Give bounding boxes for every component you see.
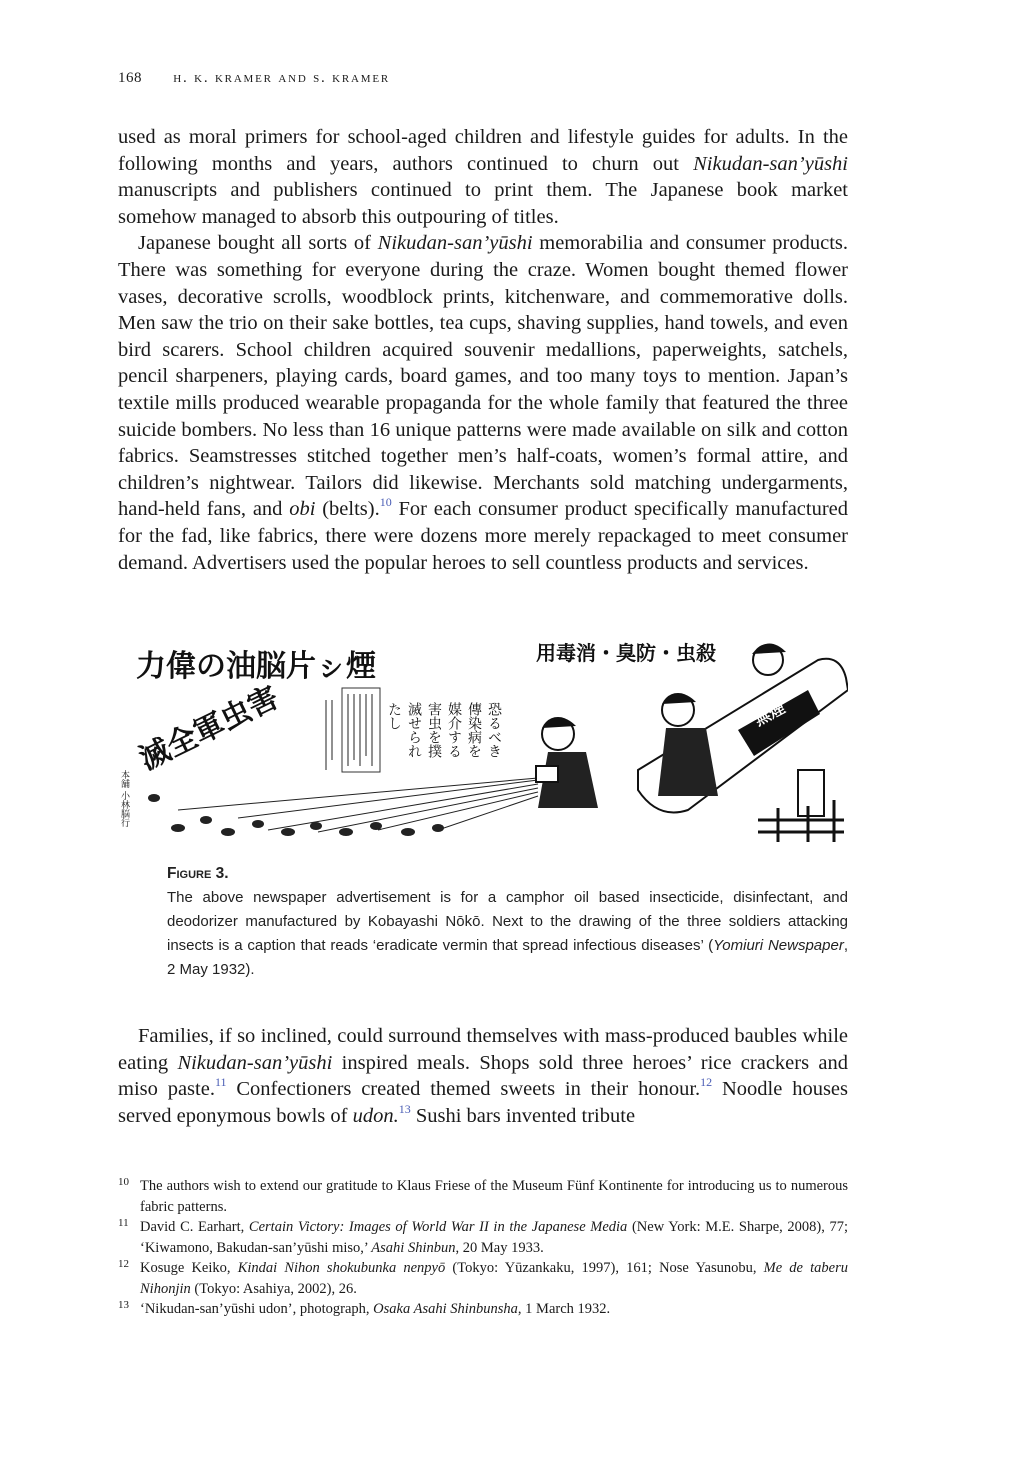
footnote-ref[interactable]: 12	[700, 1075, 713, 1090]
footnote-number: 11	[118, 1217, 129, 1229]
ad-fine-print	[326, 688, 380, 772]
ad-vertical-caption	[386, 701, 502, 758]
caption-text: The above newspaper advertisement is for a camphor oil based insecticide, disinfectant, and deodorizer manufactured by Kobayashi Nōkō. Next to the drawing of the three soldiers attacking insects is a caption that reads ‘eradicate vermin that spread infectious diseases’ (Yomiuri Newspaper, 2 May 1932).	[167, 889, 848, 978]
footnote-number: 12	[118, 1258, 129, 1270]
figure-label: Figure 3.	[167, 865, 229, 882]
ad-vertical-line: 恐るべき	[486, 702, 502, 758]
body-text-bottom	[118, 1023, 848, 1129]
footnote-ref[interactable]: 11	[214, 1075, 227, 1090]
advertisement-illustration	[118, 620, 848, 846]
figure-advertisement	[118, 620, 848, 846]
running-head	[118, 70, 390, 87]
footnote: 12 Kosuge Keiko, Kindai Nihon shokubunka nenpyō (Tokyo: Yūzankaku, 1997), 161; Nose Yasunobu, Me de taberu Nihonjin (Tokyo: Asahiya, 2002), 26.	[118, 1258, 848, 1299]
canister-label: 無煙	[750, 697, 789, 730]
ad-vertical-line: 害虫を撲	[426, 702, 442, 758]
ad-vertical-line: 媒介する	[446, 702, 462, 758]
footnote: 13 ‘Nikudan-san’yūshi udon’, photograph, Osaka Asahi Shinbunsha, 1 March 1932.	[118, 1299, 848, 1320]
footnotes	[118, 1176, 848, 1320]
figure-caption	[167, 862, 848, 982]
paragraph: Families, if so inclined, could surround themselves with mass-produced baubles while eating Nikudan-san’yūshi inspired meals. Shops sold three heroes’ rice crackers and miso paste.$^{11}$ Confectioners created themed sweets in their honour.$^{12}$ Noodle houses served eponymous bowls of udon.$^{13}$ Sushi bars invented tribute	[118, 1025, 849, 1127]
ad-headline: 力偉の油脳片ㇱ煙	[136, 649, 376, 684]
footnote-number: 13	[118, 1299, 129, 1311]
insects	[148, 794, 444, 836]
ad-vertical-line: たし	[386, 702, 402, 730]
page-number: 168	[118, 70, 142, 86]
footnote-ref[interactable]: 10	[379, 495, 392, 510]
paragraph: Japanese bought all sorts of Nikudan-san’yūshi memorabilia and consumer products. There was something for everyone during the craze. Women bought themed flower vases, decorative scrolls, woodblock prints, kitchenware, and commemorative dolls. Men saw the trio on their sake bottles, tea cups, shaving supplies, hand towels, and even bird scarers. School children acquired souvenir medallions, paperweights, satchels, pencil sharpeners, playing cards, board games, and too many toys to mention. Japan’s textile mills produced wearable propaganda for the whole family that featured the three suicide bombers. No less than 16 unique patterns were made available on silk and cotton fabrics. Seamstresses stitched together men’s half-coats, women’s formal attire, and children’s nightwear. Tailors did likewise. Merchants sold matching undergarments, hand-held fans, and obi (belts).$^{10}$ For each consumer product specifically manufactured for the fad, like fabrics, there were dozens more merely repackaged to meet consumer demand. Advertisers used the popular heroes to sell countless products and services.	[118, 232, 849, 574]
ad-maker: 本舗 小林脳行	[119, 770, 129, 827]
ad-vertical-line: 滅せられ	[406, 702, 422, 758]
footnote: 10 The authors wish to extend our gratitude to Klaus Friese of the Museum Fünf Kontinente for introducing us to numerous fabric patterns.	[118, 1176, 848, 1217]
body-text-top	[118, 124, 848, 576]
running-head-authors: h. k. kramer and s. kramer	[173, 70, 391, 86]
paragraph: used as moral primers for school-aged children and lifestyle guides for adults. In the following months and years, authors continued to churn out Nikudan-san’yūshi manuscripts and publishers continued to print them. The Japanese book market somehow managed to absorb this outpouring of titles.	[118, 126, 848, 228]
footnote-ref[interactable]: 13	[398, 1101, 411, 1116]
footnote-number: 10	[118, 1176, 129, 1188]
ad-subheadline: 用毒消・臭防・虫殺	[536, 641, 716, 665]
spray-lines	[178, 778, 538, 832]
footnote: 11 David C. Earhart, Certain Victory: Images of World War II in the Japanese Media (New York: M.E. Sharpe, 2008), 77; ‘Kiwamono, Bakudan-san’yūshi miso,’ Asahi Shinbun, 20 May 1933.	[118, 1217, 848, 1258]
ad-vertical-line: 傳染病を	[466, 702, 482, 758]
ad-slogan: 滅全軍虫害	[134, 679, 285, 778]
